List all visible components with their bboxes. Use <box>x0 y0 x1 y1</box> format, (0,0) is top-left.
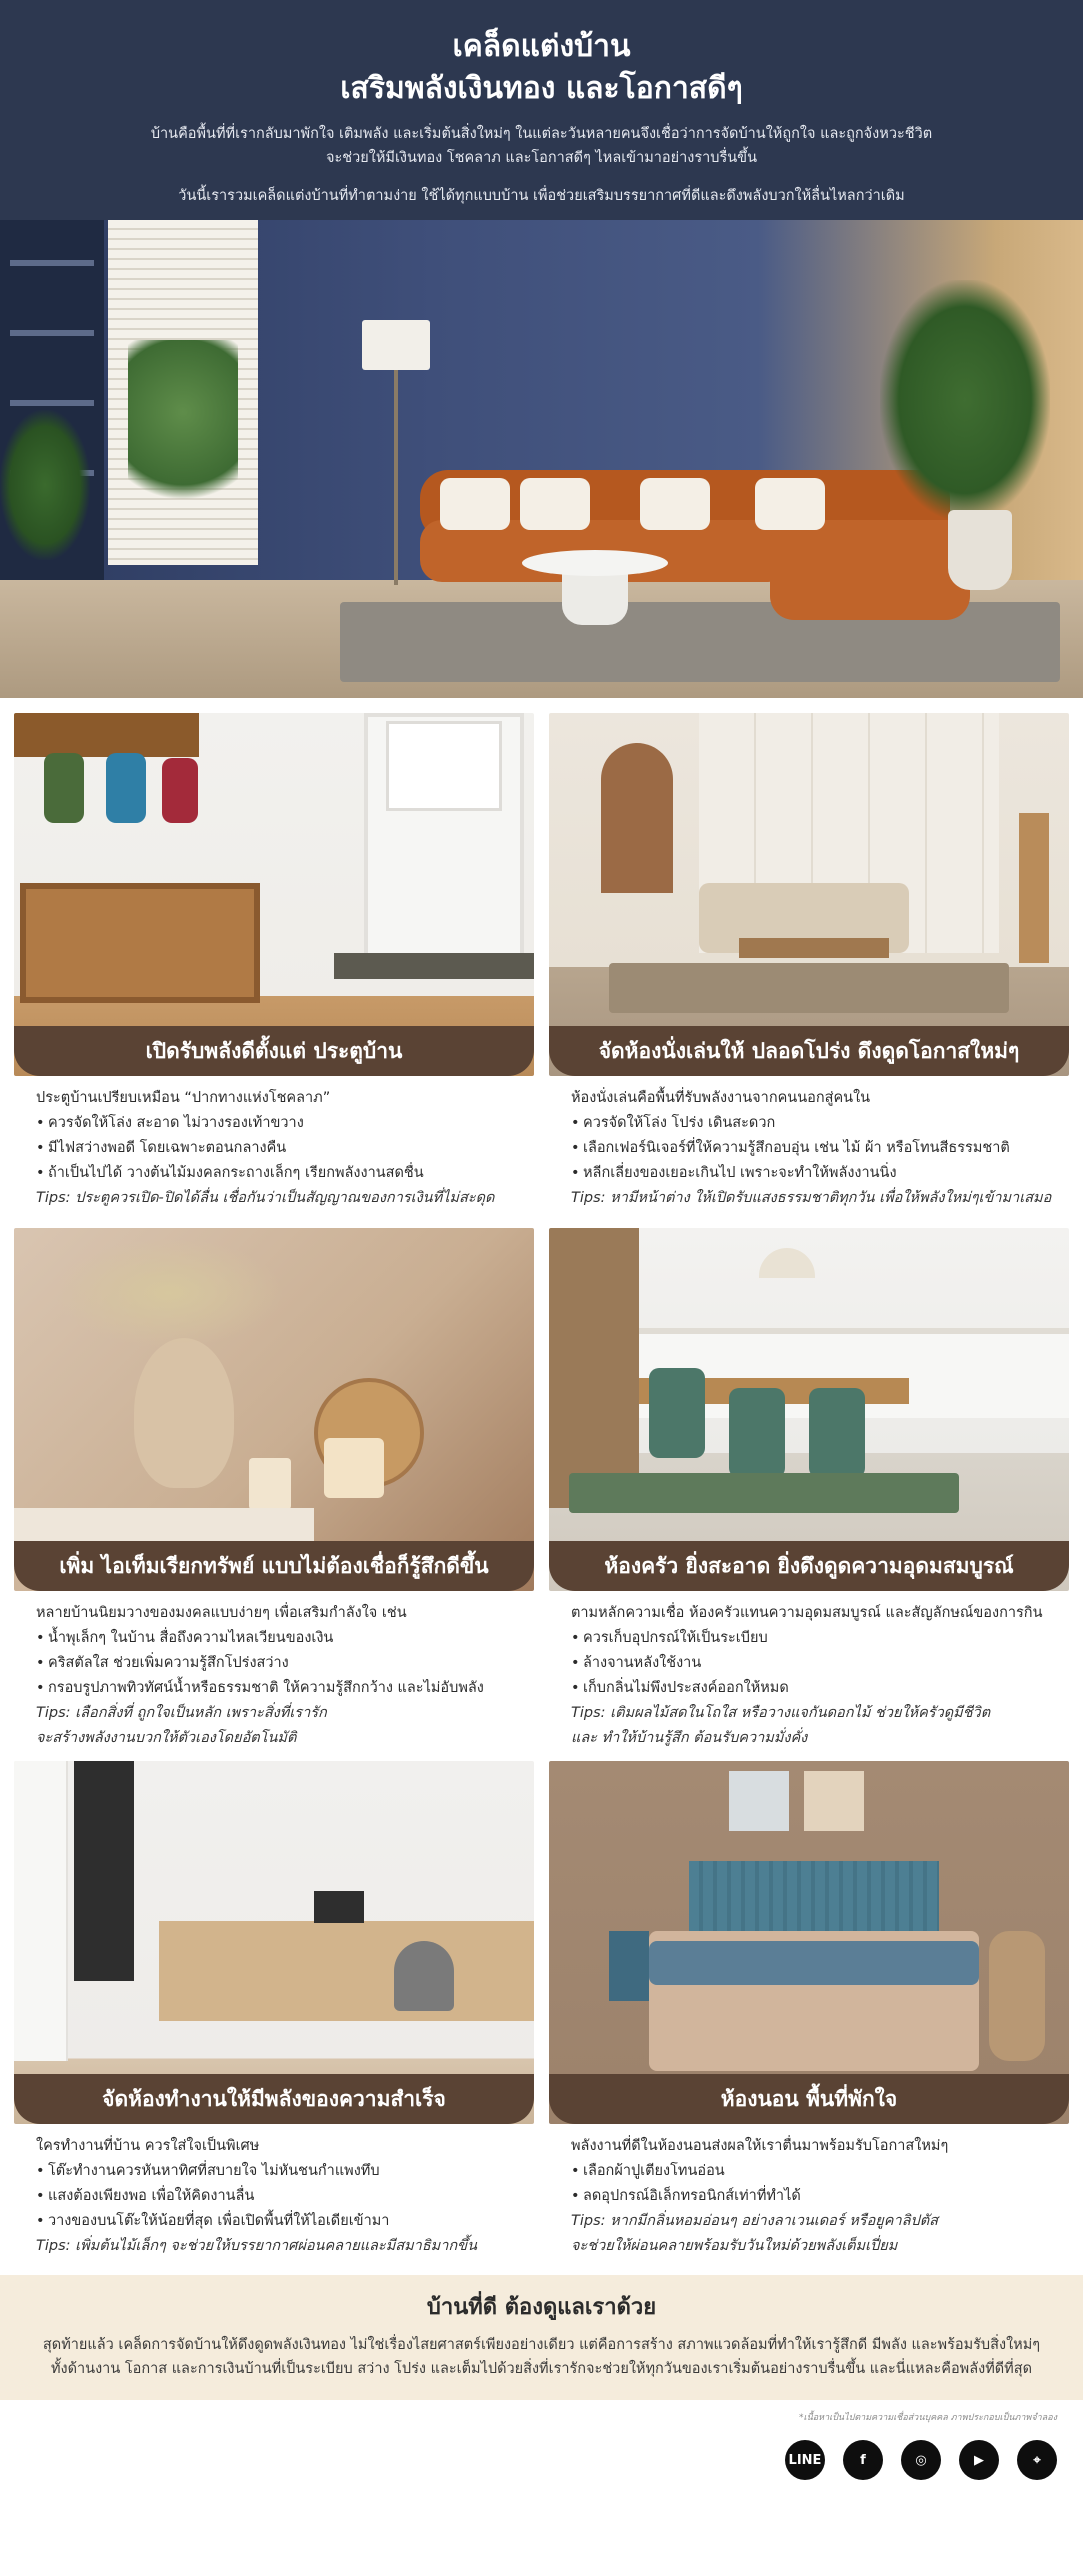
section-kitchen <box>549 1228 1069 1751</box>
title-line-1: เคล็ดแต่งบ้าน <box>452 29 631 64</box>
hero-living-room-image <box>0 220 1083 698</box>
section-body <box>549 1076 1069 1211</box>
footer-title: บ้านที่ดี ต้องดูแลเราด้วย <box>426 2295 657 2320</box>
bullet-item: • ควรจัดให้โล่ง สะอาด ไม่วางรองเท้าขวาง <box>36 1111 518 1136</box>
youtube-icon[interactable]: ▶ <box>959 2440 999 2480</box>
section-tip: Tips: เลือกสิ่งที่ ถูกใจเป็นหลัก เพราะสิ่งที่เรารัก <box>36 1705 327 1721</box>
section-entrance <box>14 713 534 1211</box>
section-tip: Tips: หามีหน้าต่าง ให้เปิดรับแสงธรรมชาติทุกวัน เพื่อให้พลังใหม่ๆเข้ามาเสมอ <box>571 1190 1052 1206</box>
section-tip-2: จะช่วยให้ผ่อนคลายพร้อมรับวันใหม่ด้วยพลังเต็มเปี่ยม <box>571 2238 898 2254</box>
section-body <box>549 1591 1069 1751</box>
living-room-image <box>549 713 1069 1076</box>
bullet-item: • เก็บกลิ่นไม่พึงประสงค์ออกให้หมด <box>571 1676 1053 1701</box>
section-intro: พลังงานที่ดีในห้องนอนส่งผลให้เราตื่นมาพร้อมรับโอกาสใหม่ๆ <box>571 2138 949 2154</box>
section-title: เพิ่ม ไอเท็มเรียกทรัพย์ แบบไม่ต้องเชื่อก็รู้สึกดีขึ้น <box>14 1541 534 1591</box>
section-tip: Tips: ประตูควรเปิด-ปิดได้ลื่น เชื่อกันว่าเป็นสัญญาณของการเงินที่ไม่สะดุด <box>36 1190 495 1206</box>
footer-line-1: สุดท้ายแล้ว เคล็ดการจัดบ้านให้ดึงดูดพลังเงินทอง ไม่ใช่เรื่องไสยศาสตร์เพียงอย่างเดียว แต่คือการสร้าง สภาพแวดล้อมที่ทำให้เรารู้สึกดี มีพลัง และพร้อมรับสิ่งใหม่ๆ <box>42 2337 1041 2353</box>
lucky-items-image <box>14 1228 534 1591</box>
disclaimer-note: *เนื้อหาเป็นไปตามความเชื่อส่วนบุคคล ภาพประกอบเป็นภาพจำลอง <box>799 2413 1057 2423</box>
section-title: จัดห้องทำงานให้มีพลังของความสำเร็จ <box>14 2074 534 2124</box>
bullet-item: • เลือกเฟอร์นิเจอร์ที่ให้ความรู้สึกอบอุ่น เช่น ไม้ ผ้า หรือโทนสีธรรมชาติ <box>571 1136 1053 1161</box>
bullet-item: • น้ำพุเล็กๆ ในบ้าน สื่อถึงความไหลเวียนของเงิน <box>36 1626 518 1651</box>
section-body <box>549 2124 1069 2259</box>
section-tip: Tips: หากมีกลิ่นหอมอ่อนๆ อย่างลาเวนเดอร์ หรือยูคาลิปตัส <box>571 2213 938 2229</box>
intro-line-3: วันนี้เรารวมเคล็ดแต่งบ้านที่ทำตามง่าย ใช้ได้ทุกแบบบ้าน เพื่อช่วยเสริมบรรยากาศที่ดีและดึงพลังบวกให้ลื่นไหลกว่าเดิม <box>178 188 905 204</box>
section-tip-2: และ ทำให้บ้านรู้สึก ต้อนรับความมั่งคั่ง <box>571 1730 808 1746</box>
section-intro: ใครทำงานที่บ้าน ควรใส่ใจเป็นพิเศษ <box>36 2138 260 2154</box>
bullet-item: • ล้างจานหลังใช้งาน <box>571 1651 1053 1676</box>
hero-plant-left <box>0 410 90 560</box>
section-intro: หลายบ้านนิยมวางของมงคลแบบง่ายๆ เพื่อเสริมกำลังใจ เช่น <box>36 1605 407 1621</box>
section-title: จัดห้องนั่งเล่นให้ ปลอดโปร่ง ดึงดูดโอกาสใหม่ๆ <box>549 1026 1069 1076</box>
footer-summary <box>0 2275 1083 2400</box>
kitchen-image <box>549 1228 1069 1591</box>
entrance-image <box>14 713 534 1076</box>
bullet-item: • โต๊ะทำงานควรหันหาทิศที่สบายใจ ไม่หันชนกำแพงทึบ <box>36 2159 518 2184</box>
bullet-item: • หลีกเลี่ยงของเยอะเกินไป เพราะจะทำให้พลังงานนิ่ง <box>571 1161 1053 1186</box>
intro-line-2: จะช่วยให้มีเงินทอง โชคลาภ และโอกาสดีๆ ไหลเข้ามาอย่างราบรื่นขึ้น <box>325 150 758 166</box>
bullet-item: • เลือกผ้าปูเตียงโทนอ่อน <box>571 2159 1053 2184</box>
section-tip-2: จะสร้างพลังงานบวกให้ตัวเองโดยอัตโนมัติ <box>36 1730 297 1746</box>
section-body <box>14 2124 534 2259</box>
section-bedroom <box>549 1761 1069 2259</box>
instagram-icon[interactable]: ◎ <box>901 2440 941 2480</box>
section-living-room <box>549 713 1069 1211</box>
title-line-2: เสริมพลังเงินทอง และโอกาสดีๆ <box>340 71 743 106</box>
bullet-item: • ควรเก็บอุปกรณ์ให้เป็นระเบียบ <box>571 1626 1053 1651</box>
section-intro: ประตูบ้านเปรียบเหมือน “ปากทางแห่งโชคลาภ” <box>36 1090 331 1106</box>
hero-lamp <box>362 320 430 370</box>
bullet-item: • แสงต้องเพียงพอ เพื่อให้คิดงานลื่น <box>36 2184 518 2209</box>
section-tip: Tips: เพิ่มต้นไม้เล็กๆ จะช่วยให้บรรยากาศผ่อนคลายและมีสมาธิมากขึ้น <box>36 2238 477 2254</box>
header <box>0 0 1083 220</box>
line-icon[interactable]: LINE <box>785 2440 825 2480</box>
hero-pillow <box>755 478 825 530</box>
section-tip: Tips: เติมผลไม้สดในโถใส หรือวางแจกันดอกไม้ ช่วยให้ครัวดูมีชีวิต <box>571 1705 991 1721</box>
bullet-item: • กรอบรูปภาพทิวทัศน์น้ำหรือธรรมชาติ ให้ความรู้สึกกว้าง และไม่อับพลัง <box>36 1676 518 1701</box>
section-intro: ห้องนั่งเล่นคือพื้นที่รับพลังงานจากคนนอกสู่คนใน <box>571 1090 871 1106</box>
bullet-item: • ลดอุปกรณ์อิเล็กทรอนิกส์เท่าที่ทำได้ <box>571 2184 1053 2209</box>
bullet-item: • ควรจัดให้โล่ง โปร่ง เดินสะดวก <box>571 1111 1053 1136</box>
bullet-item: • วางของบนโต๊ะให้น้อยที่สุด เพื่อเปิดพื้นที่ให้ไอเดียเข้ามา <box>36 2209 518 2234</box>
bedroom-image <box>549 1761 1069 2124</box>
bullet-item: • ถ้าเป็นไปได้ วางต้นไม้มงคลกระถางเล็กๆ เรียกพลังงานสดชื่น <box>36 1161 518 1186</box>
bullet-item: • คริสตัลใส ช่วยเพิ่มความรู้สึกโปร่งสว่าง <box>36 1651 518 1676</box>
home-office-image <box>14 1761 534 2124</box>
hero-plant-right <box>880 280 1050 520</box>
intro-text <box>0 122 1083 170</box>
section-home-office <box>14 1761 534 2259</box>
footer-text <box>0 2333 1083 2381</box>
intro-line-1: บ้านคือพื้นที่ที่เรากลับมาพักใจ เติมพลัง และเริ่มต้นสิ่งใหม่ๆ ในแต่ละวันหลายคนจึงเชื่อว่าการจัดบ้านให้ถูกใจ และถูกจังหวะชีวิต <box>150 126 933 142</box>
section-body <box>14 1591 534 1751</box>
section-intro: ตามหลักความเชื่อ ห้องครัวแทนความอุดมสมบูรณ์ และสัญลักษณ์ของการกิน <box>571 1605 1043 1621</box>
section-title: ห้องครัว ยิ่งสะอาด ยิ่งดึงดูดความอุดมสมบูรณ์ <box>549 1541 1069 1591</box>
footer-line-2: ทั้งด้านงาน โอกาส และการเงินบ้านที่เป็นระเบียบ สว่าง โปร่ง และเต็มไปด้วยสิ่งที่เรารักจะช่วยให้ทุกวันของเราเริ่มต้นอย่างราบรื่นขึ้น และนี่แหละคือพลังที่ดีที่สุด <box>50 2361 1033 2377</box>
section-title: เปิดรับพลังดีตั้งแต่ ประตูบ้าน <box>14 1026 534 1076</box>
social-links <box>785 2440 1057 2480</box>
section-body <box>14 1076 534 1211</box>
page-title <box>0 26 1083 110</box>
bullet-item: • มีไฟสว่างพอดี โดยเฉพาะตอนกลางคืน <box>36 1136 518 1161</box>
section-title: ห้องนอน พื้นที่พักใจ <box>549 2074 1069 2124</box>
map-pin-icon[interactable]: ⌖ <box>1017 2440 1057 2480</box>
hero-window <box>108 220 258 565</box>
section-lucky-items <box>14 1228 534 1751</box>
hero-pillow <box>440 478 510 530</box>
hero-pillow <box>520 478 590 530</box>
facebook-icon[interactable]: f <box>843 2440 883 2480</box>
hero-pillow <box>640 478 710 530</box>
